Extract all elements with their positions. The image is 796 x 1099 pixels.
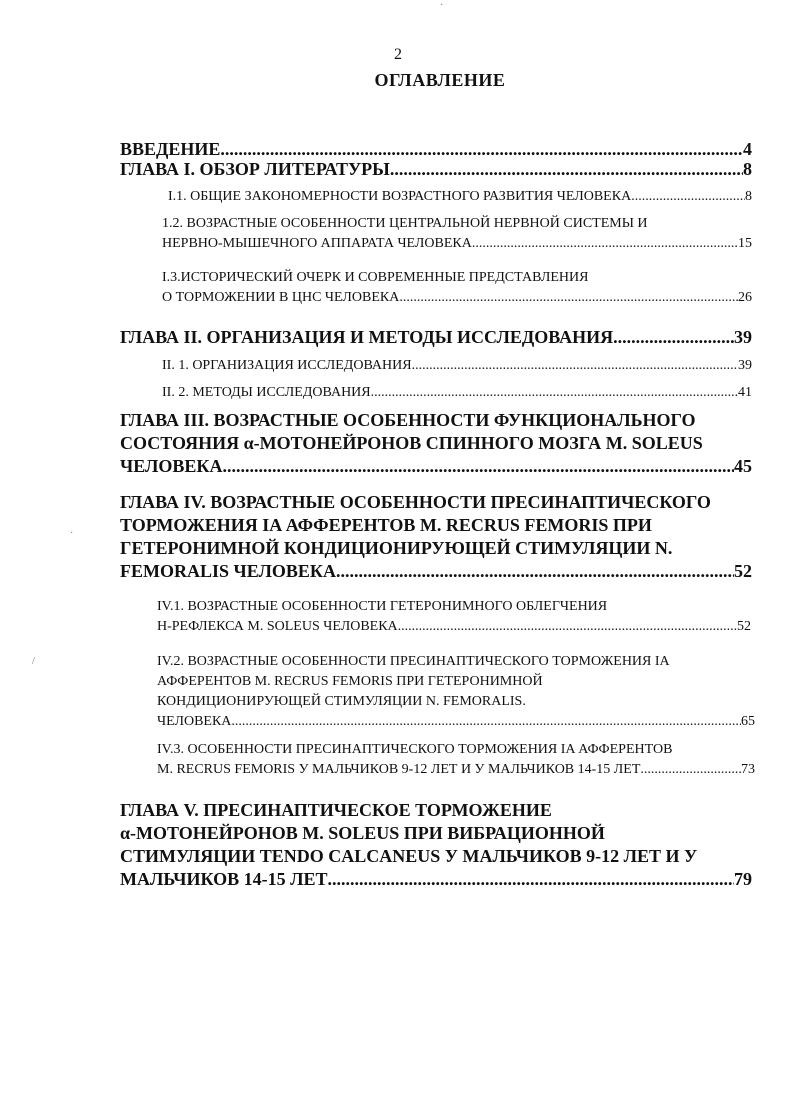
page-title: ОГЛАВЛЕНИЕ [374,70,506,90]
scan-speck: · [70,528,74,539]
toc-entry-section-4-1[interactable]: IV.1. ВОЗРАСТНЫЕ ОСОБЕННОСТИ ГЕТЕРОНИМНОГО ОБЛЕГЧЕНИЯ H-РЕФЛЕКСА M. SOLEUS ЧЕЛОВЕКА ..... 52 [157,597,751,637]
page-ref: 41 [738,385,752,400]
page-ref: 45 [734,456,752,476]
scan-speck: / [32,656,35,667]
page-ref: 73 [741,762,755,777]
page-ref: 52 [734,561,752,581]
toc-entry-chapter-3[interactable]: ГЛАВА III. ВОЗРАСТНЫЕ ОСОБЕННОСТИ ФУНКЦИОНАЛЬНОГО СОСТОЯНИЯ α-МОТОНЕЙРОНОВ СПИННОГО МОЗГА M. SOLEUS ЧЕЛОВЕКА ..... 45 [120,409,752,478]
toc-entry-introduction[interactable]: ВВЕДЕНИЕ ..... 4 [120,138,752,161]
toc-entry-section-2-2[interactable]: II. 2. МЕТОДЫ ИССЛЕДОВАНИЯ ..... 41 [162,383,752,403]
page-ref: 65 [741,714,755,729]
page-ref: 4 [743,139,752,159]
toc-entry-chapter-4[interactable]: ГЛАВА IV. ВОЗРАСТНЫЕ ОСОБЕННОСТИ ПРЕСИНАПТИЧЕСКОГО ТОРМОЖЕНИЯ IA АФФЕРЕНТОВ M. RECRUS FEMORIS ПРИ ГЕТЕРОНИМНОЙ КОНДИЦИОНИРУЮЩЕЙ СТИМУЛЯЦИИ N. FEMORALIS ЧЕЛОВЕКА ..... 52 [120,491,752,583]
toc-entry-section-4-3[interactable]: IV.3. ОСОБЕННОСТИ ПРЕСИНАПТИЧЕСКОГО ТОРМОЖЕНИЯ IA АФФЕРЕНТОВ M. RECRUS FEMORIS У МАЛЬЧИКОВ 9-12 ЛЕТ И У МАЛЬЧИКОВ 14-15 ЛЕТ ..... 73 [157,740,755,780]
toc-entry-chapter-5[interactable]: ГЛАВА V. ПРЕСИНАПТИЧЕСКОЕ ТОРМОЖЕНИЕ α-МОТОНЕЙРОНОВ M. SOLEUS ПРИ ВИБРАЦИОННОЙ СТИМУЛЯЦИИ TENDO CALCANEUS У МАЛЬЧИКОВ 9-12 ЛЕТ И У МАЛЬЧИКОВ 14-15 ЛЕТ ..... 79 [120,799,752,891]
page-ref: 15 [738,236,752,251]
toc-entry-section-4-2[interactable]: IV.2. ВОЗРАСТНЫЕ ОСОБЕННОСТИ ПРЕСИНАПТИЧЕСКОГО ТОРМОЖЕНИЯ IA АФФЕРЕНТОВ M. RECRUS FEMORIS ПРИ ГЕТЕРОНИМНОЙ КОНДИЦИОНИРУЮЩЕЙ СТИМУЛЯЦИИ N. FEMORALIS. ЧЕЛОВЕКА ..... 65 [157,652,755,732]
toc-entry-chapter-2[interactable]: ГЛАВА II. ОРГАНИЗАЦИЯ И МЕТОДЫ ИССЛЕДОВАНИЯ ..... 39 [120,326,752,349]
toc-entry-section-1-3[interactable]: I.3.ИСТОРИЧЕСКИЙ ОЧЕРК И СОВРЕМЕННЫЕ ПРЕДСТАВЛЕНИЯ О ТОРМОЖЕНИИ В ЦНС ЧЕЛОВЕКА ..... 26 [162,268,752,308]
toc-entry-section-1-1[interactable]: I.1. ОБЩИЕ ЗАКОНОМЕРНОСТИ ВОЗРАСТНОГО РАЗВИТИЯ ЧЕЛОВЕКА ..... 8 [168,187,752,207]
page-ref: 39 [738,358,752,373]
toc-entry-chapter-1[interactable]: ГЛАВА I. ОБЗОР ЛИТЕРАТУРЫ ..... 8 [120,158,752,181]
page-ref: 79 [734,869,752,889]
scan-speck: · [440,0,444,11]
page-number: 2 [394,46,402,63]
page-ref: 39 [734,327,752,347]
toc-entry-section-1-2[interactable]: 1.2. ВОЗРАСТНЫЕ ОСОБЕННОСТИ ЦЕНТРАЛЬНОЙ НЕРВНОЙ СИСТЕМЫ И НЕРВНО-МЫШЕЧНОГО АППАРАТА ЧЕЛОВЕКА ..... 15 [162,214,752,254]
page-ref: 52 [737,619,751,634]
page-ref: 26 [738,290,752,305]
page-ref: 8 [743,159,752,179]
toc-entry-section-2-1[interactable]: II. 1. ОРГАНИЗАЦИЯ ИССЛЕДОВАНИЯ ..... 39 [162,356,752,376]
page-ref: 8 [745,189,752,204]
